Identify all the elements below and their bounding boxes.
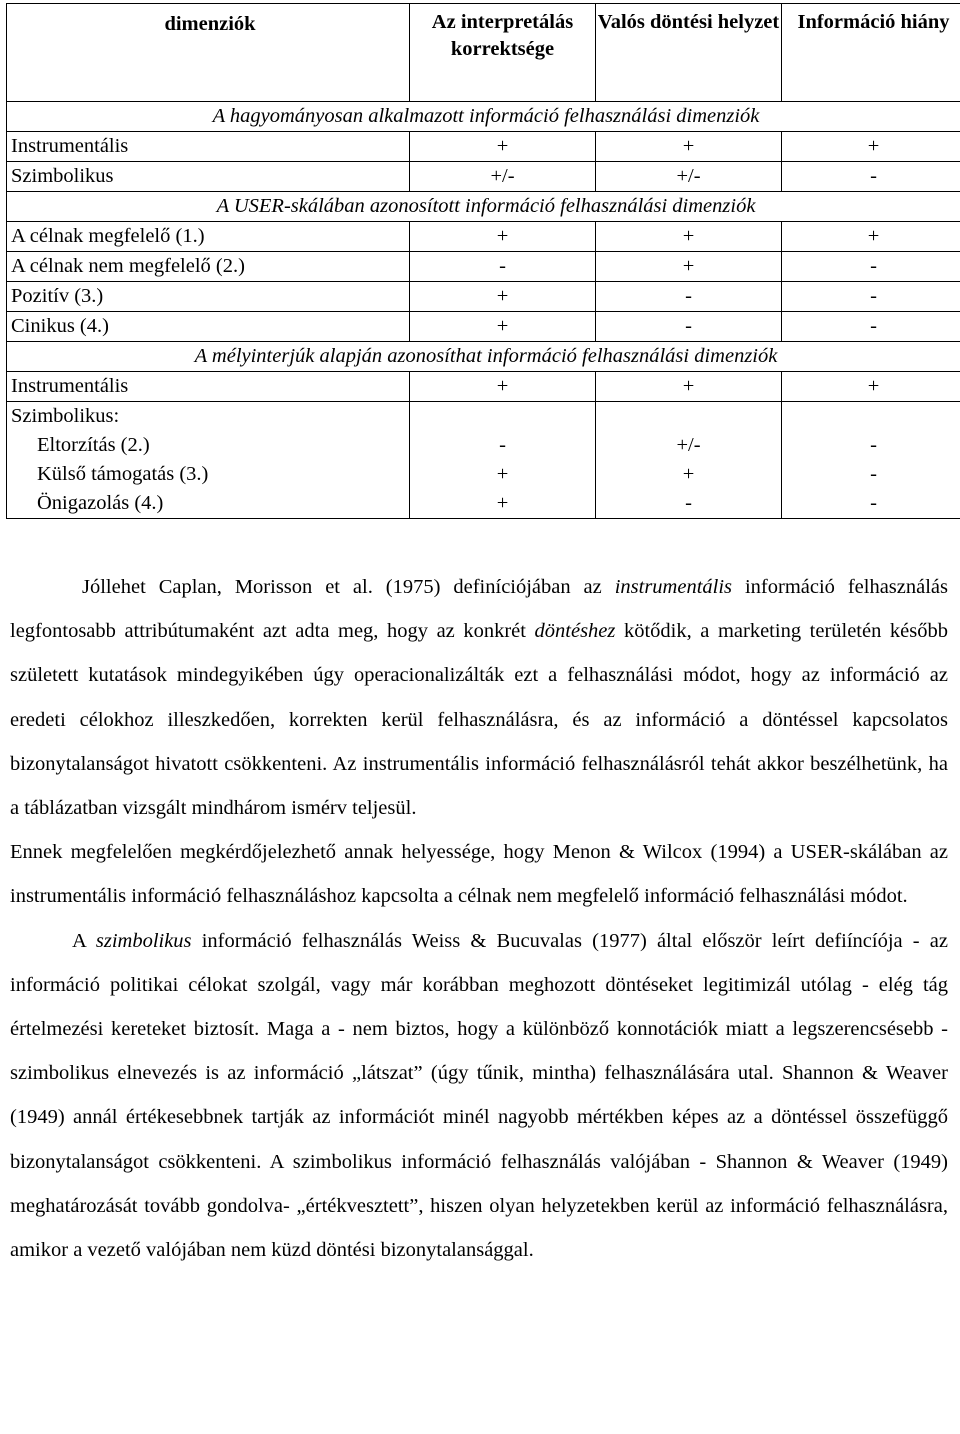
cell-interpretation: + [410,132,596,162]
table-header-row [7,4,960,102]
cell-decision [596,402,782,432]
row-label: Pozitív (3.) [7,282,410,312]
cell-gap: - [782,252,960,282]
text-span: A [72,929,96,952]
cell-gap [782,402,960,432]
table-row [7,489,960,519]
paragraph-symbolic [10,919,948,1273]
cell-decision: +/- [596,162,782,192]
table-row [7,312,960,342]
cell-interpretation [410,402,596,432]
table-row [7,282,960,312]
text-span: kötődik, a marketing területén később született kutatások mindegyikében úgy operacionalizálták ezt a felhasználási módot, hogy az információ az eredeti célokhoz illeszkedően, korrekten kerül felhasználásra, és az információ a döntéssel kapcsolatos bizonytalanságot hivatott csökkenteni. Az instrumentális információ felhasználásról tehát akkor beszélhetünk, ha a táblázatban vizsgált mindhárom ismérv teljesül. [10,620,949,820]
table-row [7,460,960,489]
cell-interpretation: + [410,282,596,312]
cell-gap: - [782,489,960,519]
row-label: Szimbolikus: [7,402,410,432]
cell-gap: + [782,132,960,162]
cell-decision: - [596,312,782,342]
row-label: Instrumentális [7,372,410,402]
header-information-gap: Információ hiány [782,4,960,102]
cell-decision: + [596,372,782,402]
cell-gap: + [782,222,960,252]
cell-decision: - [596,489,782,519]
row-label: Cinikus (4.) [7,312,410,342]
table-row [7,162,960,192]
section-title-interviews: A mélyinterjúk alapján azonosíthat információ felhasználási dimenziók [7,342,960,372]
cell-decision: + [596,252,782,282]
header-interpretation: Az interpretálás korrektsége [410,4,596,102]
cell-gap: - [782,460,960,489]
section-title-traditional: A hagyományosan alkalmazott információ felhasználási dimenziók [7,102,960,132]
italic-term: szimbolikus [95,929,192,952]
header-decision-situation: Valós döntési helyzet [596,4,782,102]
italic-term: instrumentális [614,576,733,598]
table-row [7,372,960,402]
cell-interpretation: + [410,489,596,519]
section-row [7,102,960,132]
text-span: információ felhasználás legfontosabb attribútumaként azt adta meg, hogy az konkrét [10,576,949,643]
cell-decision: + [596,132,782,162]
row-label: Önigazolás (4.) [7,489,410,519]
cell-gap: + [782,372,960,402]
row-label: Eltorzítás (2.) [7,431,410,460]
cell-interpretation: - [410,431,596,460]
comparison-table [6,3,960,519]
row-label: Instrumentális [7,132,410,162]
table-row [7,252,960,282]
body-text [10,565,948,1272]
paragraph-instrumental [10,565,948,830]
italic-term: döntéshez [534,620,616,643]
cell-interpretation: + [410,460,596,489]
section-title-user-scale: A USER-skálában azonosított információ felhasználási dimenziók [7,192,960,222]
cell-gap: - [782,431,960,460]
section-row [7,192,960,222]
header-dimensions: dimenziók [7,4,410,102]
cell-gap: - [782,282,960,312]
row-label: Külső támogatás (3.) [7,460,410,489]
cell-gap: - [782,162,960,192]
paragraph-menon-wilcox: Ennek megfelelően megkérdőjelezhető annak helyessége, hogy Menon & Wilcox (1994) a USER-skálában az instrumentális információ felhasználáshoz kapcsolta a célnak nem megfelelő információ felhasználási módot. [10,841,948,908]
cell-gap: - [782,312,960,342]
row-label: A célnak megfelelő (1.) [7,222,410,252]
table-row [7,431,960,460]
cell-decision: +/- [596,431,782,460]
cell-interpretation: + [410,312,596,342]
text-span: Jóllehet Caplan, Morisson et al. (1975) definíciójában az [82,576,615,598]
text-span: információ felhasználás Weiss & Bucuvalas (1977) által először leírt defiíncíója - az információ politikai célokat szolgál, vagy már korábban meghozott döntéseket legitimizál utólag - elég tág értelmezési kereteket biztosít. Maga a - nem biztos, hogy a különböző konnotációk miatt a legszerencsésebb - szimbolikus elnevezés is az információ „látszat” (úgy tűnik, mintha) felhasználására utal. Shannon & Weaver (1949) annál értékesebbnek tartják az információt minél nagyobb mértékben képes az a döntéssel összefüggő bizonytalanságot csökkenteni. A szimbolikus információ felhasználás valójában - Shannon & Weaver (1949) meghatározását tovább gondolva- „értékvesztett”, hiszen olyan helyzetekben kerül az információ felhasználásra, amikor a vezető valójában nem küzd döntési bizonytalansággal. [10,929,948,1262]
table-row [7,402,960,432]
table-row [7,132,960,162]
table-row [7,222,960,252]
cell-interpretation: - [410,252,596,282]
row-label: A célnak nem megfelelő (2.) [7,252,410,282]
cell-interpretation: + [410,372,596,402]
cell-interpretation: +/- [410,162,596,192]
row-label: Szimbolikus [7,162,410,192]
cell-decision: + [596,222,782,252]
cell-interpretation: + [410,222,596,252]
section-row [7,342,960,372]
cell-decision: - [596,282,782,312]
cell-decision: + [596,460,782,489]
